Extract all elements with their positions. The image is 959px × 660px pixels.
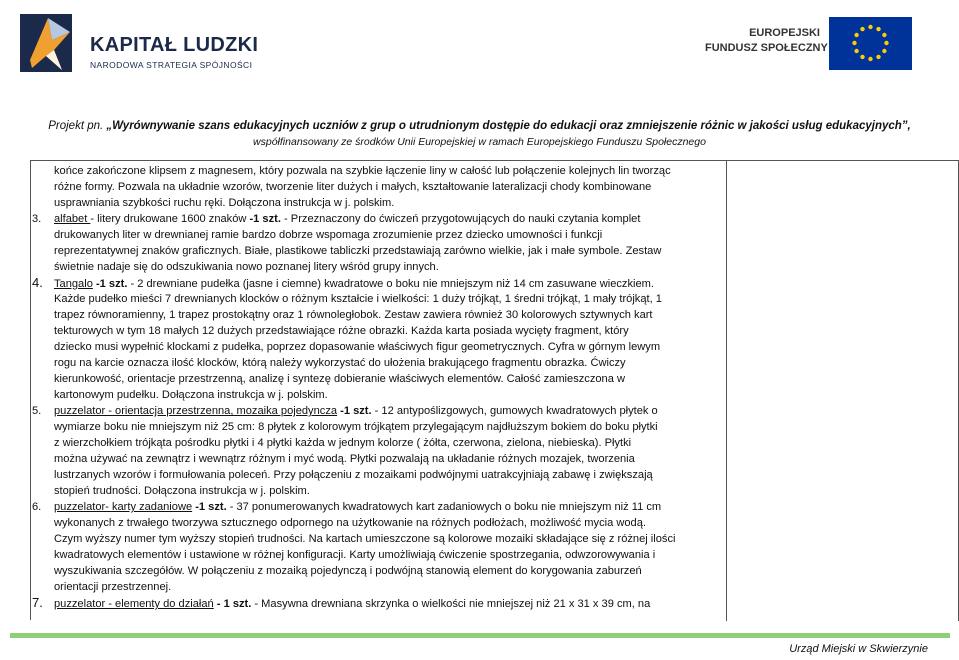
item-line: kartonowym pudełku. Dołączona instrukcja w j. polskim.: [54, 389, 328, 401]
item-line: lustrzanych wzorów i formułowania poleceń. Przy połączeniu z mozaikami podwójnymi uatrakcyjniają zabawę i zwiększają: [54, 469, 653, 481]
item-text: - 12 antypoślizgowych, gumowych kwadratowych płytek o: [371, 405, 658, 417]
item-name: puzzelator- karty zadaniowe: [54, 501, 193, 513]
item-qty: -1 szt.: [192, 501, 227, 513]
item-line: z wierzchołkiem trójkąta pośrodku płytki i 4 płytki każda w jednym kolorze ( żółta, czerwona, zielona, niebieska). Płytki: [54, 437, 632, 449]
item-text: - Masywna drewniana skrzynka o wielkości nie mniejszej niż 21 x 31 x 39 cm, na: [251, 598, 651, 610]
item-name: puzzelator - elementy do działań: [54, 598, 214, 610]
item-text: - 37 ponumerowanych kwadratowych kart zadaniowych o boku nie mniejszym niż 11 cm: [226, 501, 662, 513]
item-line: orientacji przestrzennej.: [54, 581, 172, 593]
item-text: - 2 drewniane pudełka (jasne i ciemne) kwadratowe o boku nie mniejszym niż 14 cm zasuwane wieczkiem.: [127, 278, 654, 290]
item-qty: - 1 szt.: [213, 598, 252, 610]
project-cofinance-line: współfinansowany ze środków Unii Europejskiej w ramach Europejskiego Funduszu Społecznego: [253, 136, 706, 148]
item-name: Tangalo: [54, 278, 93, 290]
kapital-ludzki-subtitle: NARODOWA STRATEGIA SPÓJNOŚCI: [90, 60, 253, 70]
footer-divider: [10, 633, 950, 638]
item-text: - Przeznaczony do ćwiczeń przygotowujących do nauki czytania komplet: [284, 213, 641, 225]
list-item-5: [32, 403, 722, 419]
project-prefix: Projekt pn.: [48, 120, 107, 132]
efs-logo-text: [705, 26, 828, 56]
item-line: drukowanych liter w drewnianej ramie bardzo dobrze wspomaga zrozumienie przez dziecko umowności i funkcji: [54, 229, 603, 241]
page-header: [0, 0, 959, 90]
item-line: Każde pudełko mieści 7 drewnianych klocków o różnym kształcie i wielkości: 1 duży trójkąt, 1 średni trójkąt, 1 mały trójkąt, 1: [54, 293, 662, 305]
table-column-divider: [726, 161, 727, 621]
item-name: puzzelator - orientacja przestrzenna, mozaika pojedyncza: [54, 405, 338, 417]
item-desc: - litery drukowane 1600 znaków: [90, 213, 250, 225]
item-number: 4.: [32, 275, 43, 290]
item-number: 6.: [32, 501, 42, 513]
item-line: tekturowych w tym 18 małych 12 dużych przedstawiające różne obrazki. Każda karta posiada wycięty fragment, który: [54, 325, 629, 337]
item-qty: -1 szt.: [92, 278, 128, 290]
kapital-ludzki-logo: [18, 10, 258, 85]
table-left-border: [30, 160, 31, 620]
item-line: dziecko musi wypełnić klockami z pudełka, poprzez dopasowanie właściwych figur geometrycznych. Cyfra w górnym lewym: [54, 341, 661, 353]
project-title-line: [0, 120, 959, 132]
item-line: trapez równoramienny, 1 trapez prostokątny oraz 1 równoległobok. Zestaw zawiera również 30 kolorowych sztywnych kart: [54, 309, 653, 321]
item-line: Czym wyższy numer tym wyższy stopień trudności. Na kartach umieszczone są kolorowe mozaiki składające się z różnej ilości: [54, 533, 676, 545]
list-item-3: [32, 211, 722, 227]
kapital-ludzki-title: KAPITAŁ LUDZKI: [90, 34, 259, 56]
kapital-ludzki-star-icon: [18, 10, 80, 76]
item-line: rogu na karcie oznacza ilość klocków, którą należy wykorzystać do ułożenia brakującego fragmentu obrazka. Ćwiczy: [54, 357, 626, 369]
intro-line: różne formy. Pozwala na układnie wzorów, tworzenie liter dużych i małych, kształtowanie lateralizacji chody kombinowane: [54, 181, 652, 193]
item-line: reprezentatywnej znaków graficznych. Białe, plastikowe tabliczki przedstawiają zarówno wielkie, jak i małe symbole. Zestaw: [54, 245, 662, 257]
item-line: wymiarze boku nie mniejszym niż 25 cm: 8 płytek z kolorowym trójkątem przylegającym najdłuższym bokiem do boku płytki: [54, 421, 658, 433]
item-line: świetnie nadaje się do odszukiwania nowo poznanej litery wśród grupy innych.: [54, 261, 439, 273]
efs-line-1: EUROPEJSKI: [749, 27, 820, 39]
item-number: 3.: [32, 213, 42, 225]
eu-flag-icon: [829, 17, 912, 70]
project-title: „Wyrównywanie szans edukacyjnych uczniów z grup o utrudnionym dostępie do edukacji oraz zmniejszenie różnic w jakości usług edukacyjnych”,: [106, 120, 911, 132]
list-item-4: [32, 275, 722, 291]
intro-line: końce zakończone klipsem z magnesem, który pozwala na szybkie łączenie liny w całość lub połączenie kolejnych lin tworząc: [54, 165, 671, 177]
item-number: 7.: [32, 595, 43, 610]
item-name: alfabet: [54, 213, 91, 225]
list-item-7: [32, 595, 722, 611]
item-line: wykonanych z trwałego tworzywa sztucznego odpornego na użytkowanie na różnych podłożach, możliwość mycia wodą.: [54, 517, 646, 529]
document-body: [32, 163, 722, 611]
item-qty: -1 szt.: [337, 405, 372, 417]
item-line: wyszukiwania szczegółów. W połączeniu z mozaiką pojedynczą i podwójną stanowią element do korygowania zaburzeń: [54, 565, 642, 577]
intro-line: usprawniania szybkości ruchu ręki. Dołączona instrukcja w j. polskim.: [54, 197, 395, 209]
efs-line-2: FUNDUSZ SPOŁECZNY: [705, 42, 828, 54]
list-item-6: [32, 499, 722, 515]
item-line: kwadratowych elementów i ustawione w różnej konfiguracji. Karty umożliwiają ćwiczenie spostrzegania, odwzorowywania i: [54, 549, 656, 561]
item-line: można używać na zewnątrz i wewnątrz różnym i myć wodą. Płytki pozwalają na układanie różnych mozajek, tworzenia: [54, 453, 635, 465]
item-qty: -1 szt.: [249, 213, 281, 225]
item-line: stopień trudności. Dołączona instrukcja w j. polskim.: [54, 485, 310, 497]
item-number: 5.: [32, 405, 42, 417]
footer-text: Urząd Miejski w Skwierzynie: [789, 643, 928, 655]
item-line: kierunkowość, orientacje przestrzenną, analizę i syntezę dobieranie właściwych elementów. Całość zamieszczona w: [54, 373, 625, 385]
